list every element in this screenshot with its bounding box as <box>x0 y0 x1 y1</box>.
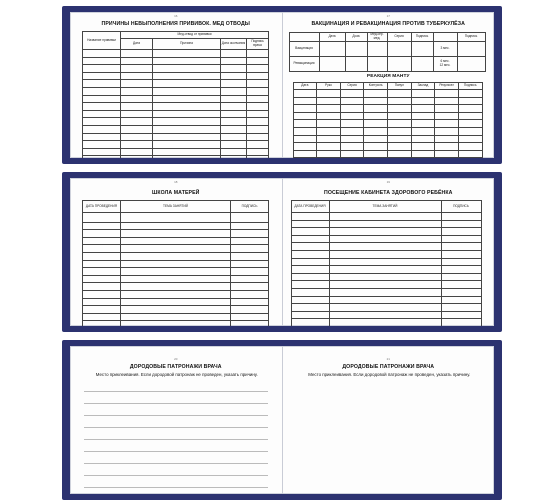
table-row <box>83 125 269 133</box>
table-row <box>291 304 481 312</box>
table-row <box>291 319 481 326</box>
page-right <box>283 346 495 494</box>
table-row <box>291 296 481 304</box>
booklet-spread-2 <box>62 172 502 332</box>
table-row <box>83 95 269 103</box>
table-row <box>83 87 269 95</box>
table-row <box>291 235 481 243</box>
table-row <box>291 243 481 251</box>
table-row <box>83 306 269 314</box>
page-number: 20 <box>174 357 178 361</box>
page-left <box>70 12 283 158</box>
mantoux-title: РЕАКЦИЯ МАНТУ <box>366 74 410 79</box>
table-row <box>83 50 269 58</box>
booklet-spread-1 <box>62 6 502 164</box>
table-row <box>291 288 481 296</box>
col-result: Результат <box>435 83 459 90</box>
page-title: ВАКЦИНАЦИЯ И РЕВАКЦИНАЦИЯ ПРОТИВ ТУБЕРКУЛЁЗА <box>311 21 465 27</box>
table-row <box>83 110 269 118</box>
instruction-text: Место приклеивания. Если дородовой патронаж не проведен, указать причину. <box>95 372 258 377</box>
table-row <box>83 141 269 149</box>
table-row <box>83 260 269 268</box>
col-date: ДАТА ПРОВЕДЕНИЯ <box>83 201 121 213</box>
page-title: ШКОЛА МАТЕРЕЙ <box>152 190 200 196</box>
table-row <box>83 275 269 283</box>
col-topic: ТЕМА ЗАНЯТИЙ <box>329 201 441 213</box>
table-row <box>83 290 269 298</box>
page-right <box>283 12 495 158</box>
page-left <box>70 346 283 494</box>
col-nurse: Мед.сер. мед. <box>367 33 387 42</box>
col-date: Дата <box>293 83 317 90</box>
instruction-text: Место приклеивания. Если дородовой патронаж не проведен, указать причину. <box>308 372 471 377</box>
table-row <box>83 80 269 88</box>
col-sign: Подпись <box>411 33 433 42</box>
table-row <box>293 90 482 98</box>
col-date: ДАТА ПРОВЕДЕНИЯ <box>291 201 329 213</box>
table-row <box>83 268 269 276</box>
table-row <box>291 258 481 266</box>
page-right <box>283 178 495 326</box>
table-row <box>83 72 269 80</box>
row-revaccination: Ревакцинация <box>289 57 319 72</box>
col-sign: ПОДПИСЬ <box>441 201 481 213</box>
page-number: 17 <box>386 14 390 18</box>
col-sign-2: Подпись <box>457 33 485 42</box>
page-title: ПОСЕЩЕНИЕ КАБИНЕТА ЗДОРОВОГО РЕБЁНКА <box>324 190 453 196</box>
table-row <box>83 148 269 156</box>
table-row <box>83 245 269 253</box>
healthy-child-visits-table <box>291 200 482 326</box>
table-row <box>291 266 481 274</box>
table-row <box>83 103 269 111</box>
table-row <box>83 283 269 291</box>
table-row <box>291 281 481 289</box>
page-number: 21 <box>386 357 390 361</box>
table-row <box>293 143 482 151</box>
tb-vaccination-table <box>289 32 486 72</box>
table-row <box>83 298 269 306</box>
table-row <box>291 273 481 281</box>
table-row <box>83 213 269 223</box>
writing-lines <box>84 380 268 494</box>
page-left <box>70 178 283 326</box>
col-until: Дата окончания <box>221 39 247 50</box>
page-title: ПРИЧИНЫ НЕВЫПОЛНЕНИЯ ПРИВИВОК. МЕД ОТВОДЫ <box>101 21 250 27</box>
table-row <box>293 120 482 128</box>
col-date: Дата <box>121 39 153 50</box>
col-dose: Доза <box>345 33 367 42</box>
booklet-spread-3 <box>62 340 502 500</box>
table-row <box>83 65 269 73</box>
col-sign: ПОДПИСЬ <box>231 201 269 213</box>
table-row <box>291 220 481 228</box>
table-row <box>291 213 481 221</box>
col-topic: ТЕМА ЗАНЯТИЙ <box>121 201 231 213</box>
col-sign: Подпись <box>458 83 482 90</box>
table-row <box>293 150 482 158</box>
table-row <box>291 311 481 319</box>
table-row <box>83 133 269 141</box>
reaction-term: 3 мес. <box>433 42 457 57</box>
spread-pages <box>70 12 494 158</box>
col-date: Дата <box>319 33 345 42</box>
table-row <box>293 97 482 105</box>
page-number: 16 <box>174 14 178 18</box>
mothers-school-table <box>82 200 269 326</box>
table-row <box>83 118 269 126</box>
table-row <box>83 230 269 238</box>
col-control: Контроль <box>364 83 388 90</box>
table-row <box>293 112 482 120</box>
col-sign: Подпись врача <box>247 39 269 50</box>
col-group: Мед.отвод от прививки <box>121 32 269 39</box>
col-series: Серия <box>340 83 364 90</box>
col-reason: Причина <box>153 39 221 50</box>
col-series: Серия <box>387 33 411 42</box>
spread-pages <box>70 346 494 494</box>
page-number: 19 <box>386 180 390 184</box>
col-vaccine: Название прививки <box>83 32 121 50</box>
table-row <box>293 127 482 135</box>
table-row <box>83 313 269 321</box>
page-number: 18 <box>174 180 178 184</box>
table-row <box>83 252 269 260</box>
col-hand: Руко <box>317 83 341 90</box>
table-row <box>291 250 481 258</box>
col-lot: Заклад <box>411 83 435 90</box>
row-vaccination: Вакцинация <box>289 42 319 57</box>
table-row <box>293 135 482 143</box>
mantoux-table <box>293 82 483 158</box>
table-row <box>83 321 269 326</box>
col-papule: Папул <box>388 83 412 90</box>
table-row <box>291 228 481 236</box>
reaction-term: 6 мес. 12 мес. <box>433 57 457 72</box>
table-row <box>83 57 269 65</box>
table-row <box>83 222 269 230</box>
exemptions-table <box>82 31 269 158</box>
spread-pages <box>70 178 494 326</box>
table-row <box>293 105 482 113</box>
table-row <box>83 237 269 245</box>
page-title: ДОРОДОВЫЕ ПАТРОНАЖИ ВРАЧА <box>342 364 435 370</box>
table-row <box>83 156 269 158</box>
page-title: ДОРОДОВЫЕ ПАТРОНАЖИ ВРАЧА <box>129 364 222 370</box>
